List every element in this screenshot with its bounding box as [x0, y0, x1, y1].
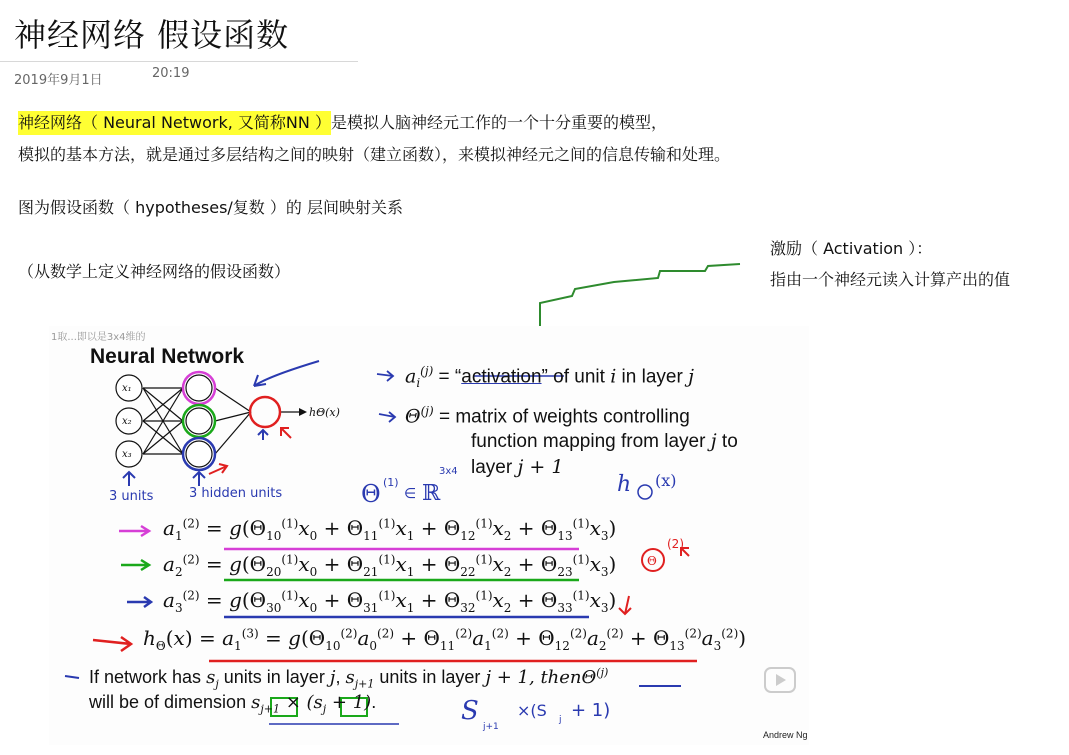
svg-text:h: h	[617, 472, 632, 497]
intro-rest: 是模拟人脑神经元工作的一个十分重要的模型，	[330, 113, 667, 132]
svg-text:∈: ∈	[404, 486, 417, 502]
equation-a3: $a_3^{(2)} = g(\Theta_{30}^{(1)}x_0 + \Theta_{31}^{(1)}x_1 + \Theta_{32}^{(1)}x_2 + \Theta_{33}^{(1)}x_3)$	[163, 588, 617, 615]
svg-text:+ 1): + 1)	[571, 700, 611, 721]
definition-theta-line2: function mapping from layer j to	[471, 430, 738, 452]
def1-prefix: = “	[438, 366, 462, 388]
def1-suffix: ” of unit	[541, 366, 605, 388]
slide-author: Andrew Ng	[763, 730, 808, 740]
svg-text:j: j	[559, 715, 562, 725]
def1-word: activation	[461, 366, 542, 388]
lecture-slide	[49, 326, 809, 745]
svg-text:Θ: Θ	[361, 480, 381, 508]
video-caption-overlay: 1取...即以是3x4维的	[51, 332, 146, 343]
equation-a2: $a_2^{(2)} = g(\Theta_{20}^{(1)}x_0 + \Theta_{21}^{(1)}x_1 + \Theta_{22}^{(1)}x_2 + \Theta_{23}^{(1)}x_3)$	[163, 552, 617, 579]
activation-label: 激励（ Activation ）：	[770, 239, 933, 258]
definition-theta-line3: layer j + 1	[471, 456, 564, 478]
svg-text:x₃: x₃	[122, 449, 132, 460]
svg-text:x₁: x₁	[122, 383, 132, 394]
handwritten-3-units: 3 units	[109, 489, 154, 504]
svg-text:Θ: Θ	[647, 554, 657, 568]
def1-j: j	[688, 365, 694, 388]
paragraph-math-note: （从数学上定义神经网络的假设函数）	[18, 262, 291, 281]
def1-i: i	[610, 365, 617, 388]
highlighted-term: 神经网络（ Neural Network, 又简称NN ）	[18, 111, 331, 135]
svg-text:S: S	[461, 696, 479, 726]
svg-text:x₂: x₂	[122, 416, 132, 427]
paragraph-figure-caption: 图为假设函数（ hypotheses/复数 ）的 层间映射关系	[18, 198, 403, 217]
definition-theta: $\Theta^{(j)}$ = matrix of weights controlling	[405, 404, 690, 428]
article-time: 20:19	[152, 66, 190, 81]
bullet-dimension-line1: If network has $s_j$ units in layer j, $s_{j+1}$ units in layer j + 1, thenΘ$^{(j)}$	[89, 666, 609, 691]
definition-activation: $a_i^{(j)}$ = “activation” of unit i in layer j	[405, 364, 694, 391]
bullet-dimension-line2: will be of dimension $s_{j+1} \times (s_j + 1)$.	[89, 692, 377, 716]
handwritten-dimension: 3x4	[439, 466, 458, 477]
equation-a1: $a_1^{(2)} = g(\Theta_{10}^{(1)}x_0 + \Theta_{11}^{(1)}x_1 + \Theta_{12}^{(1)}x_2 + \Theta_{13}^{(1)}x_3)$	[163, 516, 617, 543]
svg-text:(1): (1)	[383, 476, 399, 489]
paragraph-method: 模拟的基本方法，就是通过多层结构之间的映射（建立函数），来模拟神经元之间的信息传输和处理。	[18, 145, 731, 164]
svg-text:j+1: j+1	[483, 722, 499, 732]
article-date: 2019年9月1日	[14, 73, 103, 88]
svg-text:(x): (x)	[655, 471, 677, 490]
def1-in-layer: in layer	[621, 366, 683, 388]
equation-hypothesis: $h_\Theta(x) = a_1^{(3)} = g(\Theta_{10}^{(2)}a_0^{(2)} + \Theta_{11}^{(2)}a_1^{(2)} + \Theta_{12}^{(2)}a_2^{(2)} + \Theta_{13}^{(2)}a_3^{(2)})$	[143, 626, 747, 653]
handwritten-hidden-units: 3 hidden units	[189, 486, 283, 501]
svg-text:ℝ: ℝ	[422, 481, 441, 506]
page-title: 神经网络 假设函数	[14, 16, 290, 54]
svg-text:(2): (2)	[667, 537, 684, 551]
def2-line1: = matrix of weights controlling	[438, 406, 690, 428]
slide-heading: Neural Network	[90, 345, 245, 368]
activation-description: 指由一个神经元读入计算产出的值	[770, 270, 1011, 289]
svg-text:hΘ(x): hΘ(x)	[309, 406, 340, 419]
svg-text:×(S: ×(S	[517, 701, 547, 720]
